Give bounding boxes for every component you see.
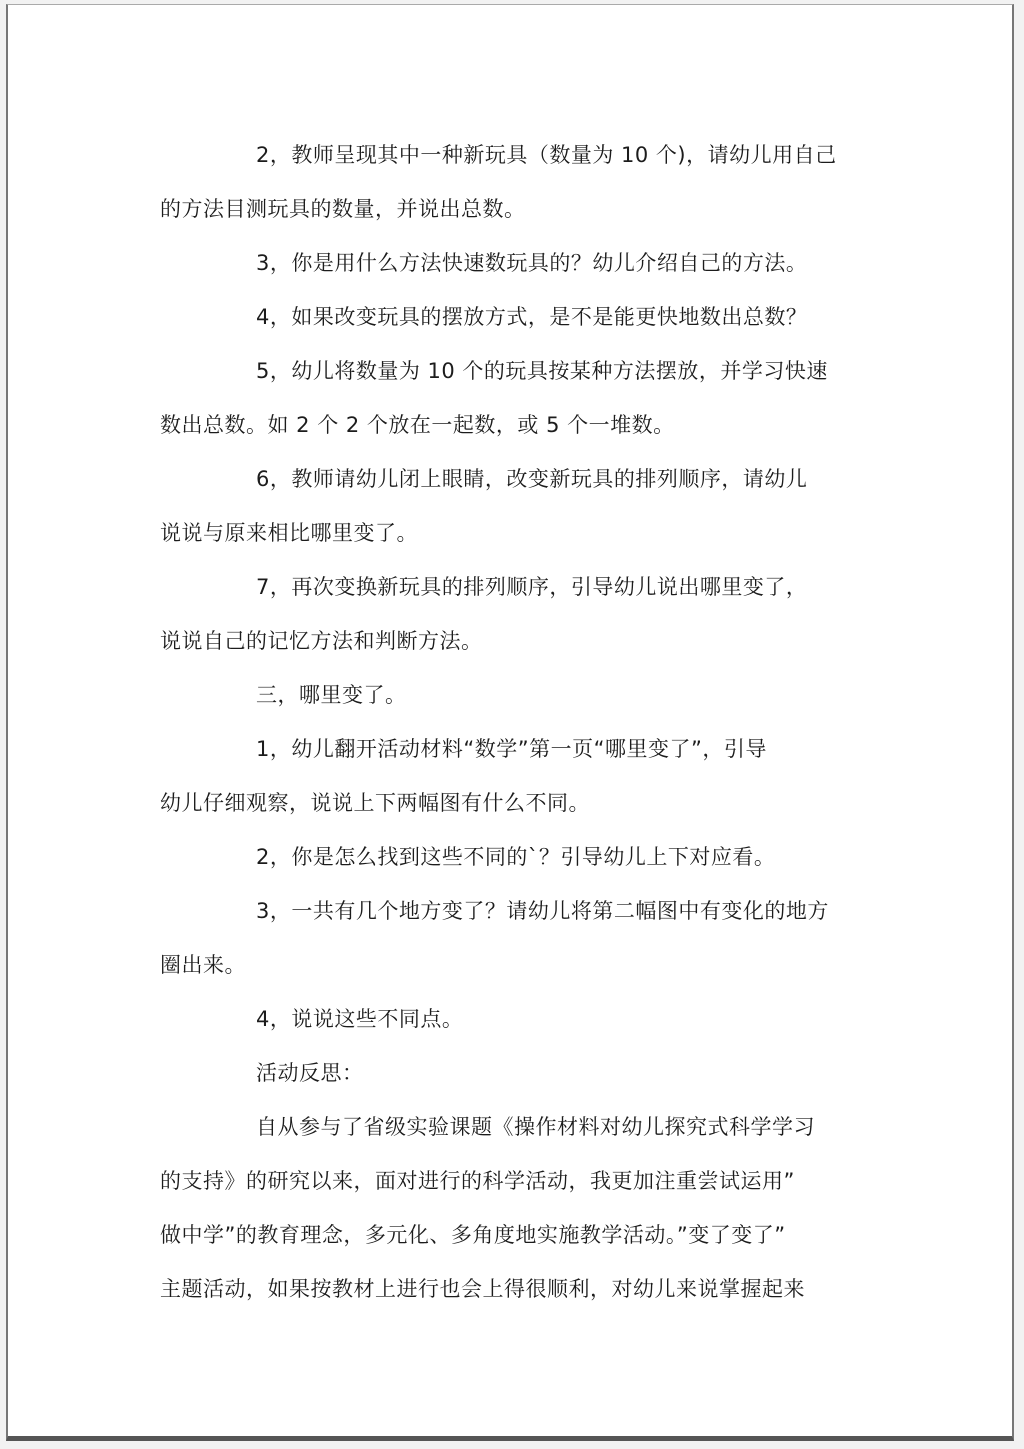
text-line: 1，幼儿翻开活动材料“数学”第一页“哪里变了”，引导	[256, 737, 767, 761]
text-line: 7，再次变换新玩具的排列顺序，引导幼儿说出哪里变了，	[256, 575, 808, 599]
text-line: 说说自己的记忆方法和判断方法。	[160, 629, 483, 653]
text-line: 3，你是用什么方法快速数玩具的？幼儿介绍自己的方法。	[256, 251, 808, 275]
text-line: 3，一共有几个地方变了？请幼儿将第二幅图中有变化的地方	[256, 899, 829, 923]
text-line: 的支持》的研究以来，面对进行的科学活动，我更加注重尝试运用”	[160, 1169, 795, 1193]
text-line: 6，教师请幼儿闭上眼睛，改变新玩具的排列顺序，请幼儿	[256, 467, 808, 491]
text-line: 5，幼儿将数量为 10 个的玩具按某种方法摆放，并学习快速	[256, 359, 828, 383]
text-line: 主题活动，如果按教材上进行也会上得很顺利，对幼儿来说掌握起来	[160, 1277, 805, 1301]
text-line: 的方法目测玩具的数量，并说出总数。	[160, 197, 526, 221]
document-page	[6, 4, 1014, 1441]
text-line: 数出总数。如 2 个 2 个放在一起数，或 5 个一堆数。	[160, 413, 675, 437]
text-line: 2，你是怎么找到这些不同的`？引导幼儿上下对应看。	[256, 845, 776, 869]
text-line: 做中学”的教育理念，多元化、多角度地实施教学活动。”变了变了”	[160, 1223, 786, 1247]
text-line: 自从参与了省级实验课题《操作材料对幼儿探究式科学学习	[256, 1115, 815, 1139]
section-heading: 三，哪里变了。	[256, 683, 407, 707]
text-line: 4，如果改变玩具的摆放方式，是不是能更快地数出总数？	[256, 305, 808, 329]
text-line: 2，教师呈现其中一种新玩具（数量为 10 个)，请幼儿用自己	[256, 143, 837, 167]
text-line: 说说与原来相比哪里变了。	[160, 521, 418, 545]
text-line: 圈出来。	[160, 953, 246, 977]
section-heading: 活动反思：	[256, 1061, 364, 1085]
text-line: 幼儿仔细观察，说说上下两幅图有什么不同。	[160, 791, 590, 815]
text-line: 4，说说这些不同点。	[256, 1007, 464, 1031]
